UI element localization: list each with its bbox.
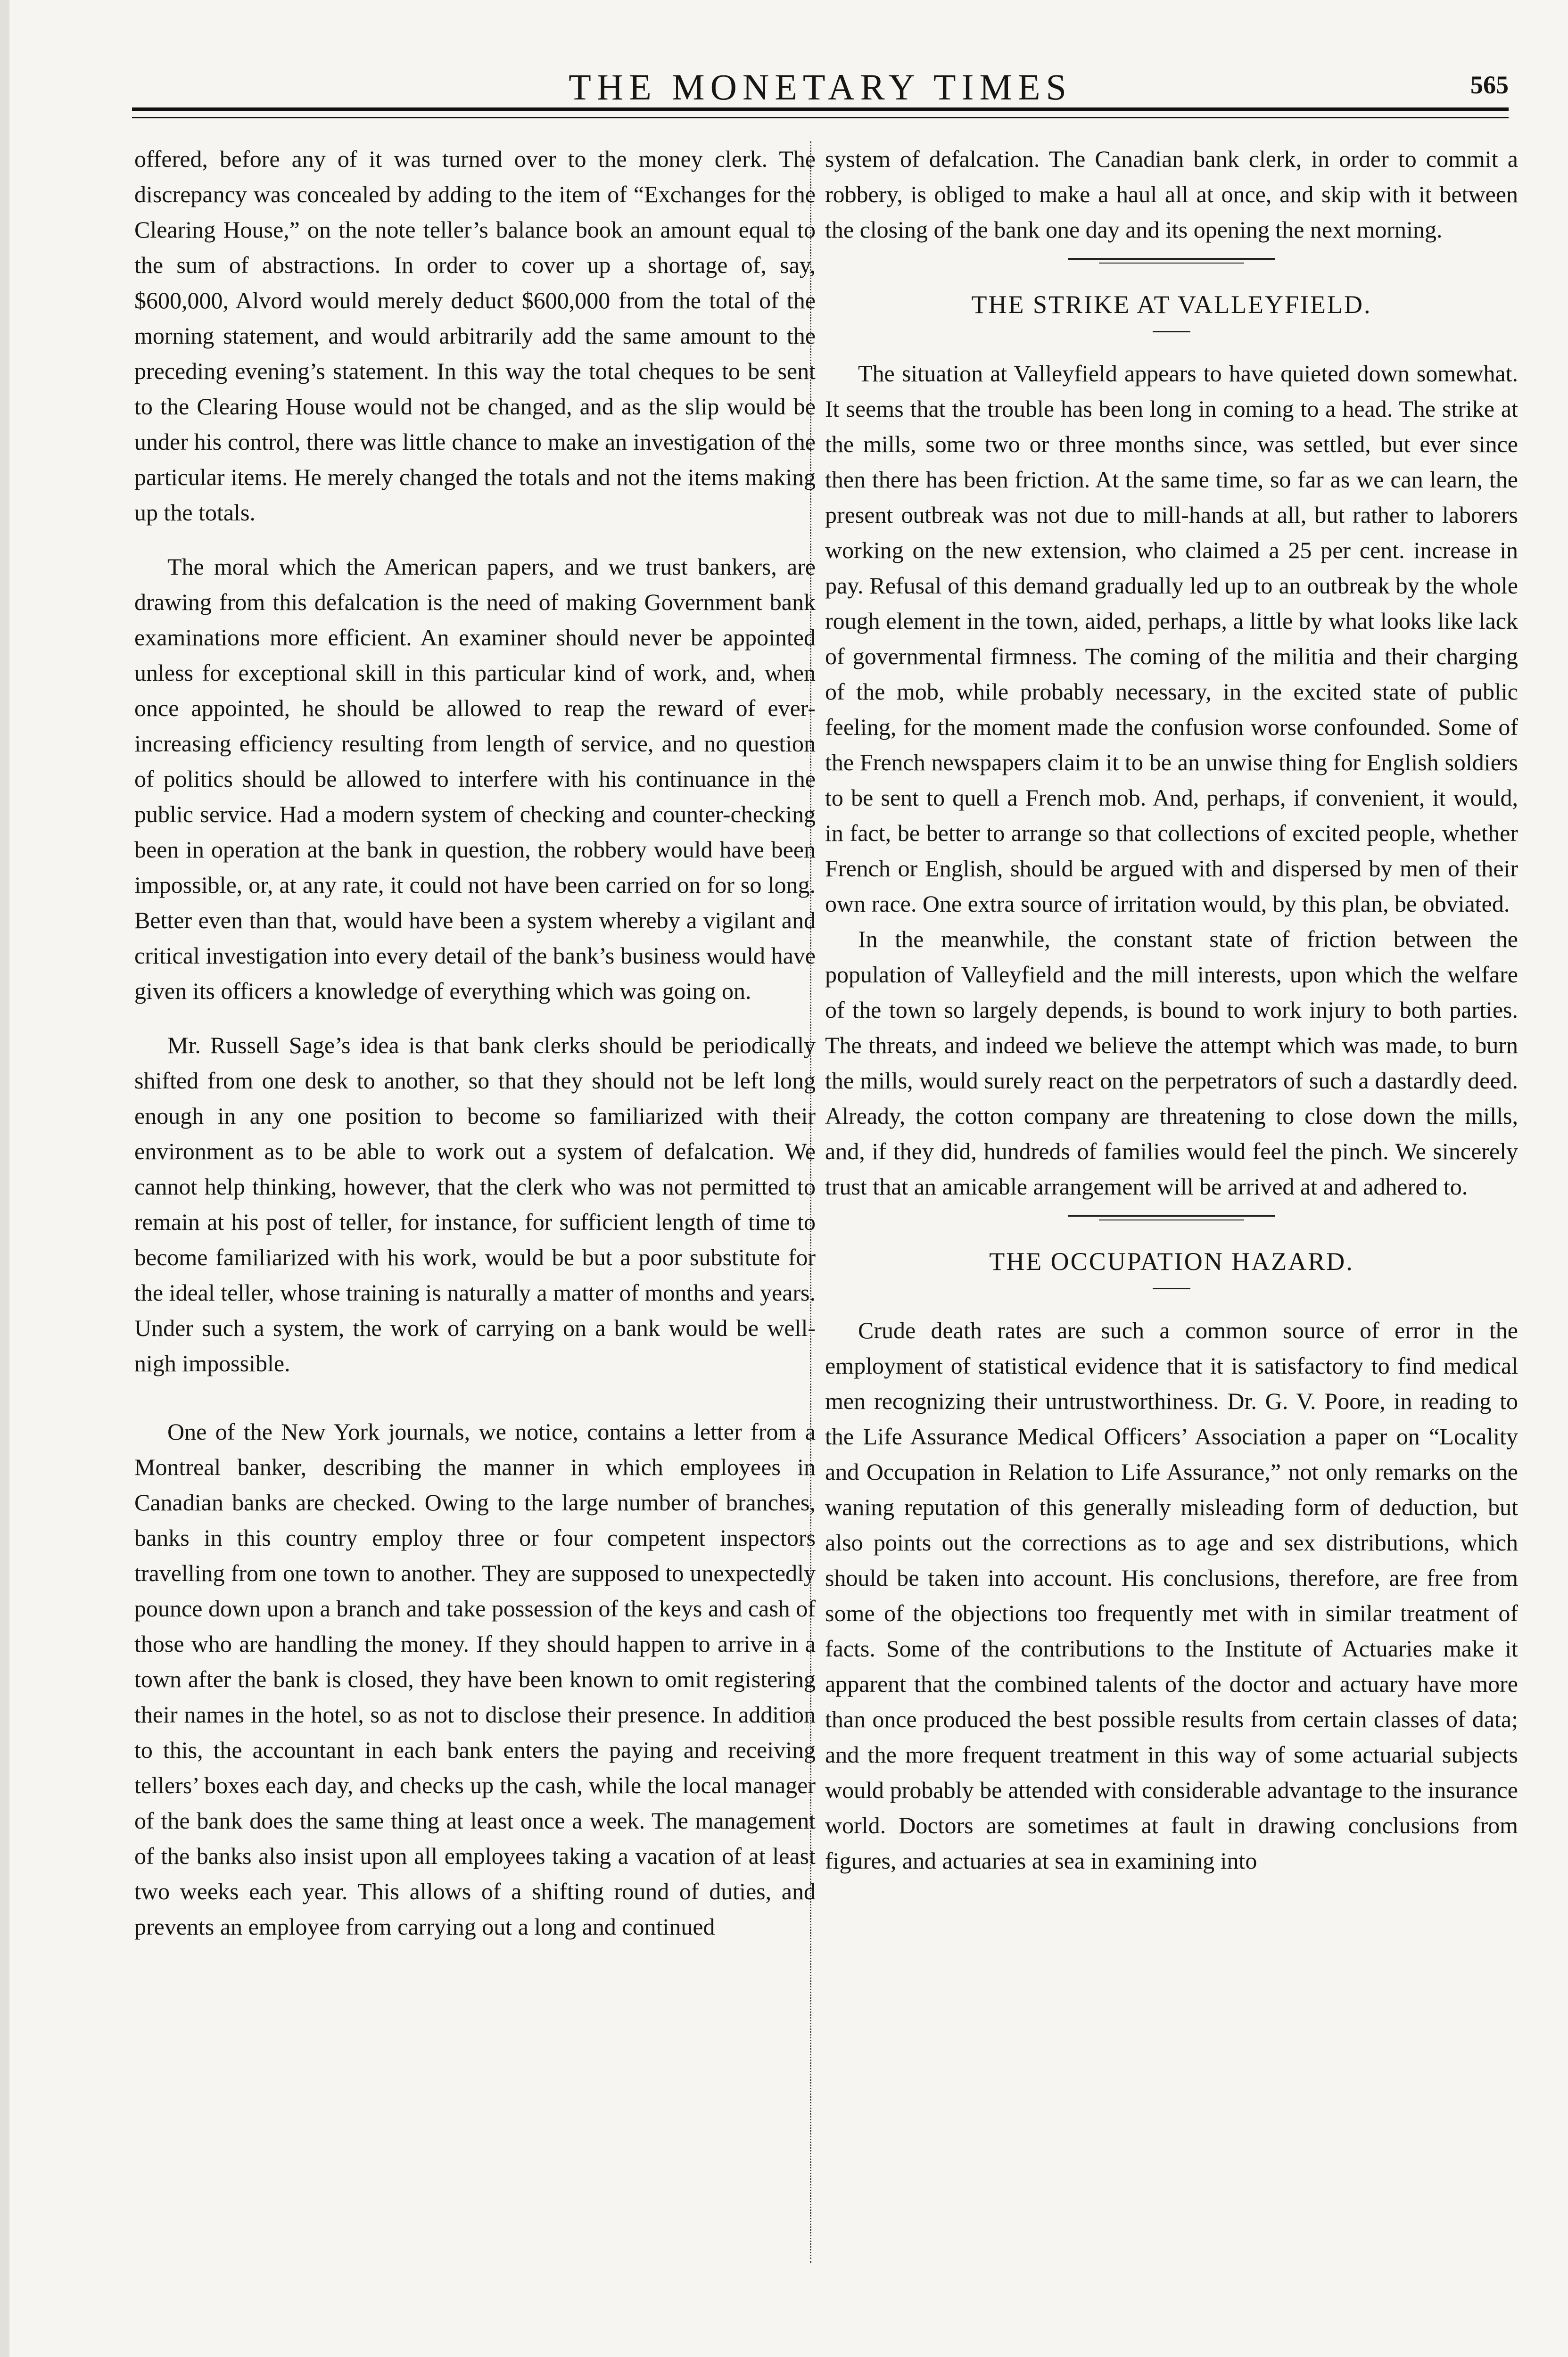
section-heading-valleyfield: THE STRIKE AT VALLEYFIELD. bbox=[971, 290, 1372, 319]
article-paragraph: The moral which the American papers, and we trust bankers, are drawing from this defalcation is the need of making Government bank examinations more efficient. An examiner should never be appointed unless for exceptional skill in this particular kind of work, and, when once appointed, he should be allowed to reap the reward of ever-increasing efficiency resulting from length of service, and no question of politics should be allowed to interfere with his continuance in the public service. Had a modern system of checking and counter-checking been in operation at the bank in question, the robbery would have been impossible, or, at any rate, it could not have been carried on for so long. Better even than that, would have been a system whereby a vigilant and critical investigation into every detail of the bank’s business would have given its officers a knowledge of everything which was going on. bbox=[134, 553, 816, 1004]
section-separator-rule bbox=[1068, 258, 1275, 264]
header-rule-thick bbox=[132, 107, 1509, 111]
section-heading-occupation-hazard: THE OCCUPATION HAZARD. bbox=[989, 1247, 1354, 1276]
section-separator-rule bbox=[1068, 1215, 1275, 1220]
page-header bbox=[132, 66, 1509, 108]
left-column bbox=[134, 141, 816, 1945]
page-edge-shadow bbox=[0, 0, 9, 2357]
article-paragraph: In the meanwhile, the constant state of friction between the population of Valleyfield and the mill interests, upon which the welfare of the town so largely depends, is bound to work injury to both parties. The threats, and indeed we believe the attempt which was made, to burn the mills, would surely react on the perpetrators of such a dastardly deed. Already, the cotton company are threatening to close down the mills, and, if they did, hundreds of families would feel the pinch. We sincerely trust that an amicable arrangement will be arrived at and adhered to. bbox=[825, 926, 1518, 1200]
header-rule-thin bbox=[132, 117, 1509, 118]
article-paragraph: The situation at Valleyfield appears to have quieted down somewhat. It seems that the trouble has been long in coming to a head. The strike at the mills, some two or three months since, was settled, but ever since then there has been friction. At the same time, so far as we can learn, the present outbreak was not due to mill-hands at all, but rather to laborers working on the new extension, who claimed a 25 per cent. increase in pay. Refusal of this demand gradually led up to an outbreak by the whole rough element in the town, aided, perhaps, a little by what looks like lack of governmental firmness. The coming of the militia and their charging of the mob, while probably necessary, in the excited state of public feeling, for the moment made the confusion worse confounded. Some of the French newspapers claim it to be an unwise thing for English soldiers to be sent to quell a French mob. And, perhaps, if convenient, it would, in fact, be better to arrange so that collections of excited people, whether French or English, should be argued with and dispersed by men of their own race. One extra source of irritation would, by this plan, be obviated. bbox=[825, 360, 1518, 917]
heading-short-rule bbox=[1153, 331, 1190, 332]
article-paragraph: offered, before any of it was turned over to the money clerk. The discrepancy was concealed by adding to the item of “Exchanges for the Clearing House,” on the note teller’s balance book an amount equal to the sum of abstractions. In order to cover up a shortage of, say, $600,000, Alvord would merely deduct $600,000 from the total of the morning statement, and would arbitrarily add the same amount to the preceding evening’s statement. In this way the total cheques to be sent to the Clearing House would not be changed, and as the slip would be under his control, there was little chance to make an investigation of the particular items. He merely changed the totals and not the items making up the totals. bbox=[134, 146, 816, 526]
article-paragraph: Mr. Russell Sage’s idea is that bank clerks should be periodically shifted from one desk to another, so that they should not be left long enough in any one position to become so familiarized with their environment as to be able to work out a system of defalcation. We cannot help thinking, however, that the clerk who was not permitted to remain at his post of teller, for instance, for sufficient length of time to become familiarized with his work, would be but a poor substitute for the ideal teller, whose training is naturally a matter of months and years. Under such a system, the work of carrying on a bank would be well-nigh impossible. bbox=[134, 1032, 816, 1376]
heading-short-rule bbox=[1153, 1288, 1190, 1289]
article-paragraph: system of defalcation. The Canadian bank clerk, in order to commit a robbery, is obliged to make a haul all at once, and skip with it between the closing of the bank one day and its opening the next morning. bbox=[825, 146, 1518, 243]
page-number: 565 bbox=[1470, 71, 1509, 99]
masthead-title: THE MONETARY TIMES bbox=[569, 66, 1072, 107]
article-paragraph: One of the New York journals, we notice, contains a letter from a Montreal banker, describing the manner in which employees in Canadian banks are checked. Owing to the large number of branches, banks in this country employ three or four competent inspectors travelling from one town to another. They are supposed to unexpectedly pounce down upon a branch and take possession of the keys and cash of those who are handling the money. If they should happen to arrive in a town after the bank is closed, they have been known to omit registering their names in the hotel, so as not to disclose their presence. In addition to this, the accountant in each bank enters the paying and receiving tellers’ boxes each day, and checks up the cash, while the local manager of the bank does the same thing at least once a week. The management of the banks also insist upon all employees taking a vacation of at least two weeks each year. This allows of a shifting round of duties, and prevents an employee from carrying out a long and continued bbox=[134, 1418, 816, 1940]
article-paragraph: Crude death rates are such a common source of error in the employment of statistical evidence that it is satisfactory to find medical men recognizing their untrustworthiness. Dr. G. V. Poore, in reading to the Life Assurance Medical Officers’ Association a paper on “Locality and Occupation in Relation to Life Assurance,” not only remarks on the waning reputation of this generally misleading form of deduction, but also points out the corrections as to age and sex distributions, which should be taken into account. His conclusions, therefore, are free from some of the objections too frequently met with in similar treatment of facts. Some of the contributions to the Institute of Actuaries make it apparent that the combined talents of the doctor and actuary have more than once produced the best possible results from certain classes of data; and the more frequent treatment in this way of some actuarial subjects would probably be attended with considerable advantage to the insurance world. Doctors are sometimes at fault in drawing conclusions from figures, and actuaries at sea in examining into bbox=[825, 1317, 1518, 1874]
right-column bbox=[816, 141, 1518, 1879]
